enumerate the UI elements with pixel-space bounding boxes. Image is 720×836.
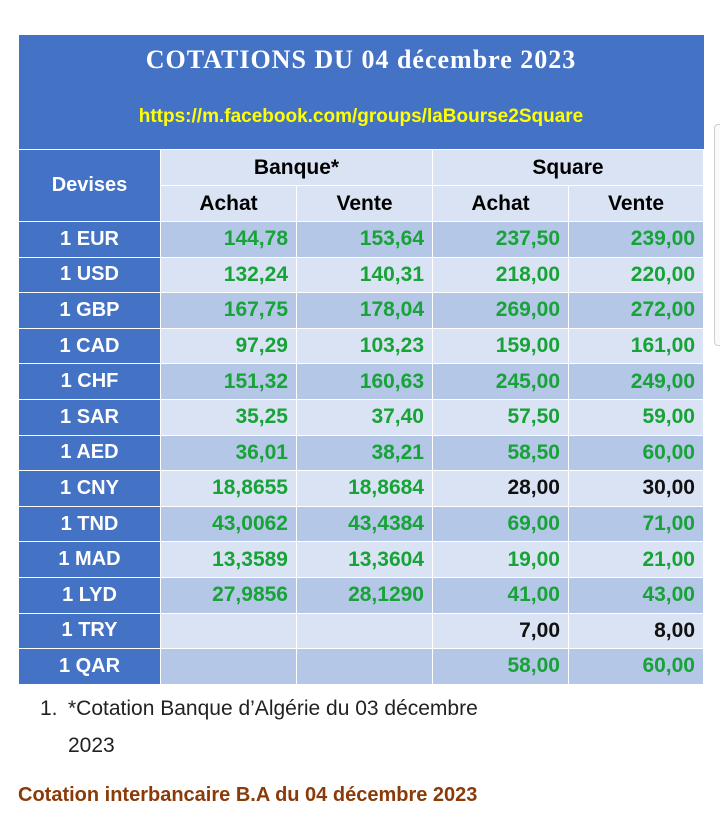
square-vente-cell: 272,00 xyxy=(569,293,704,329)
square-achat-cell: 159,00 xyxy=(433,328,569,364)
square-vente-header: Vente xyxy=(569,186,704,222)
table-row xyxy=(19,471,704,507)
currency-cell: 1 QAR xyxy=(19,649,161,685)
page-title: COTATIONS DU 04 décembre 2023 xyxy=(19,35,704,85)
square-achat-cell: 57,50 xyxy=(433,399,569,435)
square-achat-cell: 19,00 xyxy=(433,542,569,578)
banque-header: Banque* xyxy=(161,150,433,186)
currency-cell: 1 EUR xyxy=(19,222,161,258)
table-row xyxy=(19,364,704,400)
group-link[interactable]: https://m.facebook.com/groups/laBourse2Square xyxy=(19,85,704,150)
banque-achat-cell: 27,9856 xyxy=(161,577,297,613)
banque-achat-cell xyxy=(161,649,297,685)
banque-vente-cell: 178,04 xyxy=(297,293,433,329)
interbank-caption: Cotation interbancaire B.A du 04 décembre 2023 xyxy=(18,784,478,806)
square-vente-cell: 21,00 xyxy=(569,542,704,578)
banque-achat-cell: 144,78 xyxy=(161,222,297,258)
square-achat-cell: 269,00 xyxy=(433,293,569,329)
banque-achat-cell: 132,24 xyxy=(161,257,297,293)
devises-header: Devises xyxy=(19,150,161,222)
square-vente-cell: 30,00 xyxy=(569,471,704,507)
currency-cell: 1 GBP xyxy=(19,293,161,329)
banque-vente-cell: 18,8684 xyxy=(297,471,433,507)
table-row xyxy=(19,613,704,649)
banque-achat-cell: 35,25 xyxy=(161,399,297,435)
currency-cell: 1 SAR xyxy=(19,399,161,435)
table-row xyxy=(19,506,704,542)
square-vente-cell: 249,00 xyxy=(569,364,704,400)
currency-cell: 1 AED xyxy=(19,435,161,471)
currency-cell: 1 CNY xyxy=(19,471,161,507)
square-achat-cell: 58,50 xyxy=(433,435,569,471)
banque-vente-cell xyxy=(297,649,433,685)
square-vente-cell: 71,00 xyxy=(569,506,704,542)
square-vente-cell: 8,00 xyxy=(569,613,704,649)
banque-achat-cell: 43,0062 xyxy=(161,506,297,542)
square-achat-cell: 28,00 xyxy=(433,471,569,507)
square-vente-cell: 239,00 xyxy=(569,222,704,258)
square-achat-cell: 237,50 xyxy=(433,222,569,258)
currency-cell: 1 LYD xyxy=(19,577,161,613)
footnote-line-2: 2023 xyxy=(68,734,115,757)
square-vente-cell: 220,00 xyxy=(569,257,704,293)
table-row xyxy=(19,293,704,329)
banque-achat-header: Achat xyxy=(161,186,297,222)
banque-achat-cell: 18,8655 xyxy=(161,471,297,507)
table-row xyxy=(19,399,704,435)
banque-vente-cell: 160,63 xyxy=(297,364,433,400)
currency-cell: 1 CAD xyxy=(19,328,161,364)
currency-cell: 1 TND xyxy=(19,506,161,542)
banque-vente-cell: 28,1290 xyxy=(297,577,433,613)
banque-vente-cell: 103,23 xyxy=(297,328,433,364)
scrollbar-edge[interactable] xyxy=(714,124,720,346)
banque-vente-cell: 140,31 xyxy=(297,257,433,293)
banque-achat-cell: 36,01 xyxy=(161,435,297,471)
table-row xyxy=(19,328,704,364)
table-row xyxy=(19,435,704,471)
currency-cell: 1 MAD xyxy=(19,542,161,578)
banque-vente-cell: 38,21 xyxy=(297,435,433,471)
table-row xyxy=(19,542,704,578)
banque-vente-cell: 43,4384 xyxy=(297,506,433,542)
square-vente-cell: 60,00 xyxy=(569,649,704,685)
table-row xyxy=(19,577,704,613)
square-achat-cell: 245,00 xyxy=(433,364,569,400)
footnote-line-1: *Cotation Banque d’Algérie du 03 décembre xyxy=(68,697,478,720)
banque-vente-header: Vente xyxy=(297,186,433,222)
banque-achat-cell: 151,32 xyxy=(161,364,297,400)
currency-cell: 1 TRY xyxy=(19,613,161,649)
banque-vente-cell: 37,40 xyxy=(297,399,433,435)
table-row xyxy=(19,257,704,293)
banque-vente-cell xyxy=(297,613,433,649)
square-achat-header: Achat xyxy=(433,186,569,222)
banque-achat-cell: 97,29 xyxy=(161,328,297,364)
square-achat-cell: 218,00 xyxy=(433,257,569,293)
currency-cell: 1 USD xyxy=(19,257,161,293)
table-row xyxy=(19,649,704,685)
table-row xyxy=(19,222,704,258)
banque-vente-cell: 13,3604 xyxy=(297,542,433,578)
currency-cell: 1 CHF xyxy=(19,364,161,400)
square-achat-cell: 7,00 xyxy=(433,613,569,649)
square-achat-cell: 58,00 xyxy=(433,649,569,685)
quotes-table xyxy=(18,35,704,685)
banque-achat-cell: 167,75 xyxy=(161,293,297,329)
square-vente-cell: 161,00 xyxy=(569,328,704,364)
square-vente-cell: 43,00 xyxy=(569,577,704,613)
square-vente-cell: 59,00 xyxy=(569,399,704,435)
banque-vente-cell: 153,64 xyxy=(297,222,433,258)
footnote xyxy=(40,690,560,764)
square-vente-cell: 60,00 xyxy=(569,435,704,471)
square-achat-cell: 69,00 xyxy=(433,506,569,542)
square-achat-cell: 41,00 xyxy=(433,577,569,613)
banque-achat-cell: 13,3589 xyxy=(161,542,297,578)
footnote-marker: 1. xyxy=(40,697,58,720)
banque-achat-cell xyxy=(161,613,297,649)
square-header: Square xyxy=(433,150,704,186)
